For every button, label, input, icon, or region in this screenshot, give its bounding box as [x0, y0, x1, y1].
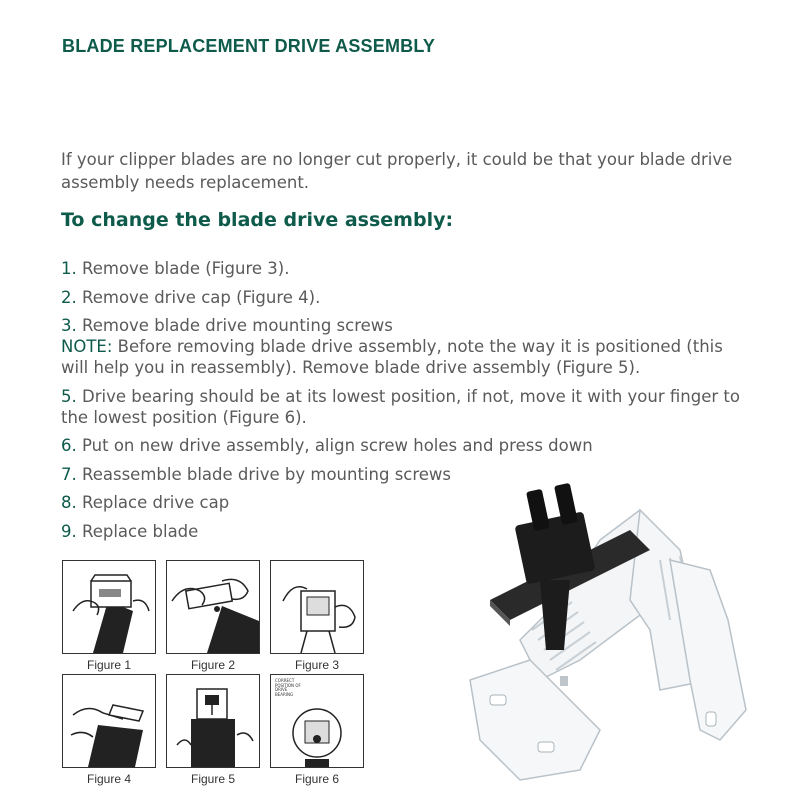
figure-4 [62, 674, 156, 786]
step-text: Replace blade [82, 521, 199, 541]
step-text: Remove blade (Figure 3). [82, 259, 290, 278]
step-text: Drive bearing should be at its lowest position, if not, move it with your finger to the lowest position (Figure 6). [61, 386, 740, 427]
step-text: Replace drive cap [82, 493, 230, 512]
figure-caption: Figure 1 [86, 658, 132, 672]
figure-caption: Figure 5 [190, 772, 236, 786]
step-number: 7. [61, 464, 77, 484]
figure-3-illustration [270, 560, 364, 654]
note-text: Before removing blade drive assembly, note the way it is positioned (this will help you in reassembly). Remove blade drive assembly (Figure 5). [61, 337, 723, 377]
section-subheading: To change the blade drive assembly: [61, 209, 454, 231]
figure-1 [62, 560, 156, 672]
figure-5-illustration [166, 674, 260, 768]
step-number: 9. [61, 521, 77, 541]
figure-4-illustration [62, 674, 156, 768]
list-item [61, 435, 741, 456]
list-item [61, 287, 741, 308]
list-item [61, 258, 741, 279]
figure-grid [60, 560, 370, 790]
list-item [61, 386, 741, 428]
step-number: 1. [61, 259, 77, 278]
step-text: Put on new drive assembly, align screw holes and press down [82, 436, 593, 455]
figure-5 [166, 674, 260, 786]
step-text: Remove drive cap (Figure 4). [82, 287, 321, 307]
figure-6 [270, 674, 364, 786]
step-number: 2. [61, 287, 77, 307]
list-item [61, 315, 741, 378]
drive-assembly-photo [460, 480, 760, 790]
intro-paragraph: If your clipper blades are no longer cut properly, it could be that your blade drive assembly needs replacement. [61, 150, 733, 192]
step-number: 6. [61, 436, 77, 455]
figure-2-illustration [166, 560, 260, 654]
step-number: 5. [61, 386, 77, 406]
figure-1-illustration [62, 560, 156, 654]
page-title: BLADE REPLACEMENT DRIVE ASSEMBLY [62, 36, 436, 56]
figure-3 [270, 560, 364, 672]
note-label: NOTE: [61, 337, 113, 356]
figure-caption: Figure 3 [294, 658, 340, 672]
step-note [61, 336, 741, 378]
figure-caption: Figure 4 [86, 772, 132, 786]
step-text: Reassemble blade drive by mounting screws [82, 464, 452, 484]
figure-2 [166, 560, 260, 672]
step-number: 8. [61, 493, 77, 512]
step-text: Remove blade drive mounting screws [82, 316, 393, 335]
figure-6-illustration [270, 674, 364, 768]
step-number: 3. [61, 316, 77, 335]
figure-caption: Figure 6 [294, 772, 340, 786]
figure-6-inset-label: CORRECT POSITION OF DRIVE BEARING [275, 678, 301, 697]
figure-caption: Figure 2 [190, 658, 236, 672]
